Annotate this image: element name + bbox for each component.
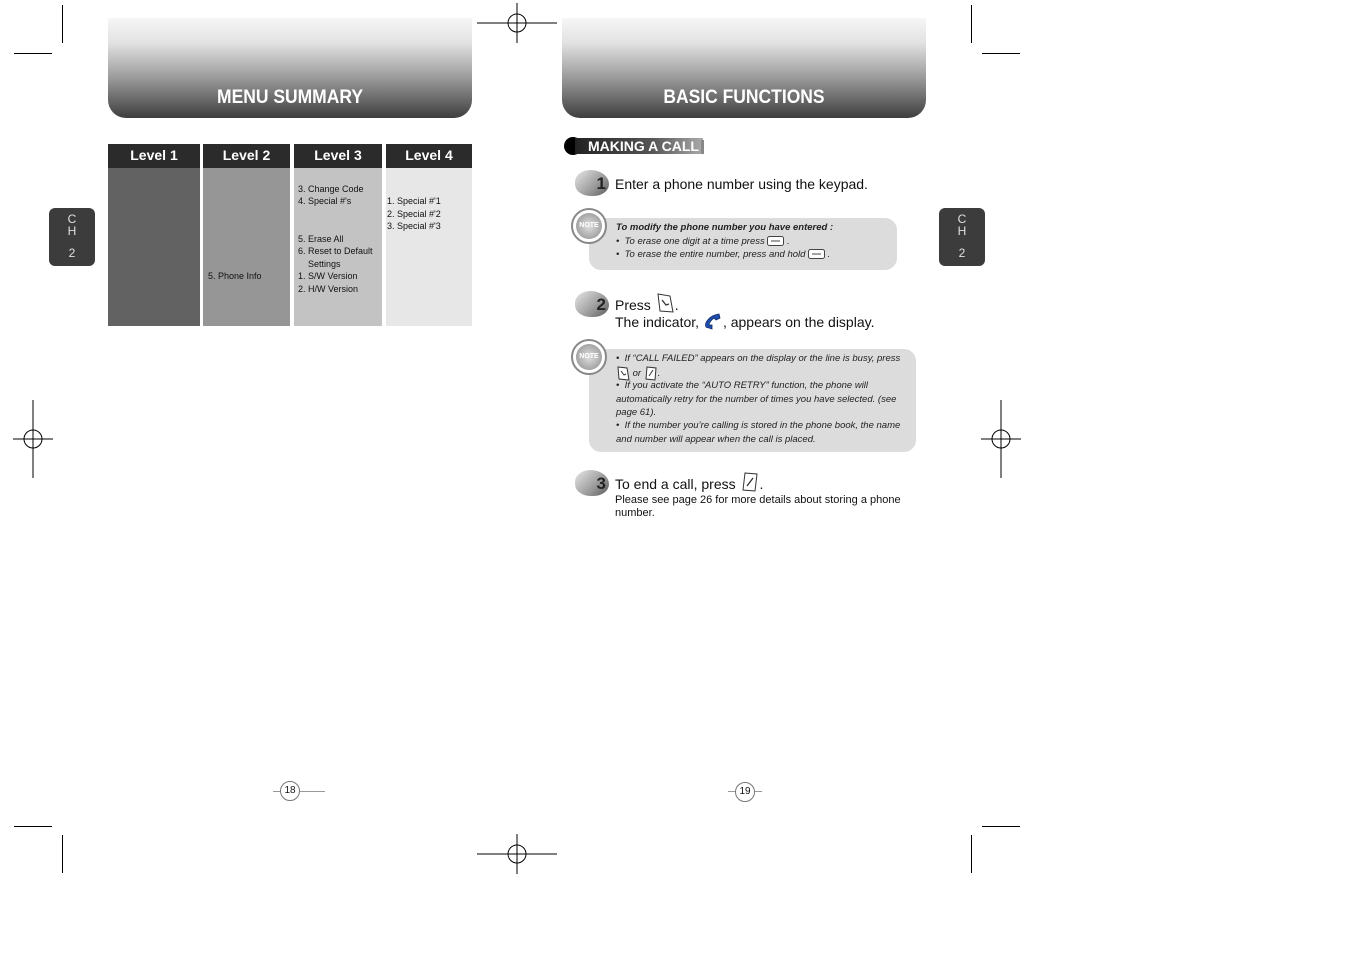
note-bullet-text: To erase one digit at a time press [624,236,765,247]
step-number-badge [575,470,609,496]
chapter-tab [49,208,95,266]
crop-mark [62,835,63,873]
menu-item: 5. Erase All [298,234,344,244]
column-header: Level 4 [386,144,472,168]
menu-item: 6. Reset to Default [298,246,373,256]
note-bullet-text: If “CALL FAILED” appears on the display or the line is busy, press [624,353,901,364]
note-bullet: • If “CALL FAILED” appears on the display or the line is busy, press or . [616,353,901,379]
crop-mark [982,53,1020,54]
call-indicator-icon [703,312,723,330]
note-icon [571,208,607,244]
note-or-text: or [632,367,642,379]
column-header: Level 1 [108,144,200,168]
clear-key-icon [808,249,825,259]
column-header: Level 2 [203,144,290,168]
chapter-tab-letter: C [67,212,77,226]
end-key-icon [740,471,760,493]
step-text: Enter a phone number using the keypad. [615,176,868,192]
menu-item: 1. S/W Version [298,271,358,281]
crop-mark [14,826,52,827]
menu-column-level1 [108,144,200,326]
note-icon-label: NOTE [576,213,602,239]
step-number: 2 [596,295,606,314]
chapter-tab-letter: H [957,224,967,238]
step-number-badge [575,291,609,317]
step-text: To end a call, press . [615,476,763,493]
menu-item: 1. Special #'1 [387,196,441,206]
menu-item: 4. Special #'s [298,196,352,206]
step-detail: Please see page 26 for more details about storing a phone number. [615,494,901,519]
note-bullet-text: To erase the entire number, press and hold [624,249,806,260]
crop-mark [971,835,972,873]
registration-mark [477,834,557,874]
clear-key-icon [767,236,784,246]
registration-mark [13,400,53,478]
column-body [386,168,472,326]
crop-mark [62,5,63,43]
crop-mark [982,826,1020,827]
chapter-tab-number: 2 [68,246,76,260]
note-bullet: • To erase the entire number, press and hold . [616,249,831,260]
section-heading-edge [701,140,704,154]
note-icon-label: NOTE [576,344,602,370]
page-number: 18 [280,781,300,801]
note-bullet-text: If the number you’re calling is stored in the phone book, the name and number will appear when the call is placed. [616,420,901,445]
page-number: 19 [735,782,755,802]
section-title: MAKING A CALL [588,138,699,154]
send-key-icon [655,292,675,314]
menu-item: 3. Special #'3 [387,221,441,231]
page-title: MENU SUMMARY [217,87,363,108]
note-bullet: • If you activate the “AUTO RETRY” function, the phone will automatically retry for the number of times you have selected. (see page 61). [616,380,897,418]
registration-mark [477,3,557,43]
column-body [203,168,290,326]
step-press-label: Press [615,297,651,313]
page-title: BASIC FUNCTIONS [663,87,825,108]
column-header: Level 3 [294,144,382,168]
menu-item: 5. Phone Info [208,271,262,281]
step-number-badge [575,170,609,196]
step-text: Press . [615,297,679,314]
column-body [108,168,200,326]
left-page-header [108,18,472,118]
note-bullet-text: If you activate the “AUTO RETRY” function, the phone will automatically retry for the number of times you have selected. (see page 61). [616,380,897,418]
chapter-tab-number: 2 [958,246,966,260]
indicator-prefix: The indicator, [615,314,700,330]
chapter-tab [939,208,985,266]
right-page-header [562,18,926,118]
crop-mark [14,53,52,54]
column-body [294,168,382,326]
crop-mark [971,5,972,43]
chapter-tab-letter: H [67,224,77,238]
menu-item: Settings [308,259,341,269]
menu-column-level3 [294,144,382,326]
menu-item: 2. H/W Version [298,284,359,294]
registration-mark [981,400,1021,478]
note-icon [571,339,607,375]
menu-column-level2 [203,144,290,326]
chapter-tab-letter: C [957,212,967,226]
indicator-suffix: , appears on the display. [722,314,875,330]
menu-item: 3. Change Code [298,184,364,194]
menu-column-level4 [386,144,472,326]
note-bullet: • If the number you’re calling is stored in the phone book, the name and number will appear when the call is placed. [616,420,901,445]
step-number: 1 [596,174,606,193]
menu-item: 2. Special #'2 [387,209,441,219]
note-heading: To modify the phone number you have entered : [616,222,834,233]
step-number: 3 [596,474,606,493]
step-text [615,314,874,330]
note-bullet: • To erase one digit at a time press . [616,236,790,247]
step-end-label: To end a call, press [615,476,736,492]
